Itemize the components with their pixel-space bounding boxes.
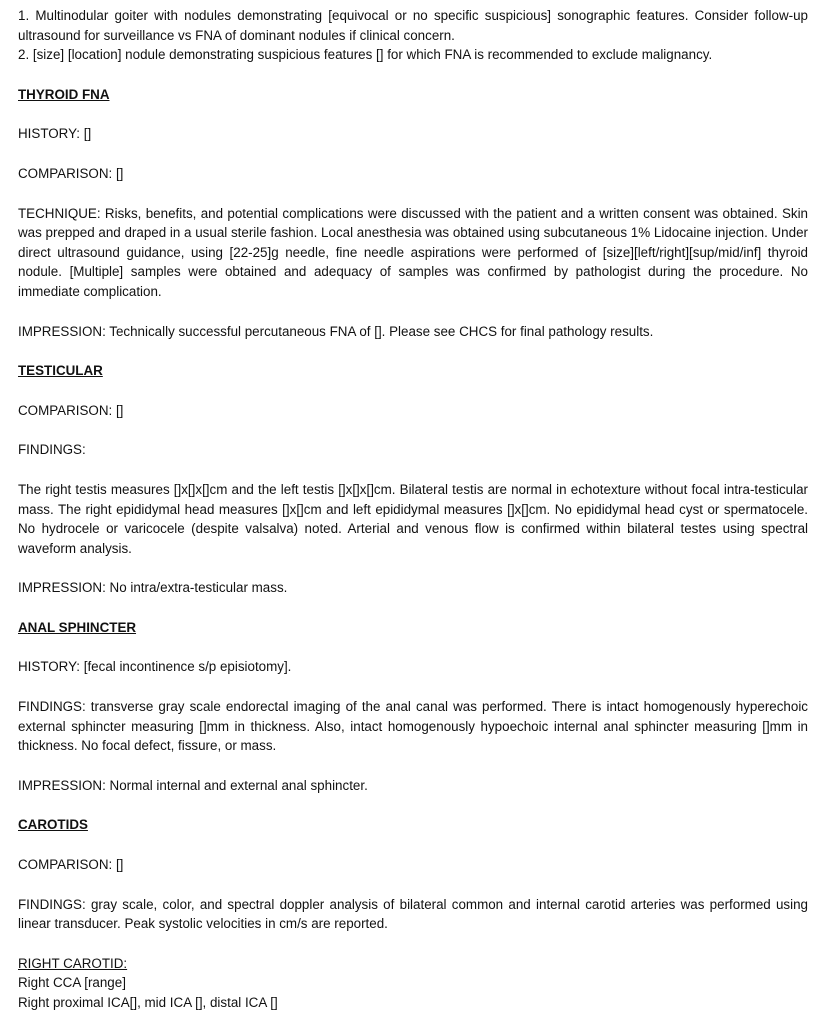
testicular-comparison: COMPARISON: [] xyxy=(18,402,124,418)
testicular-impression: IMPRESSION: No intra/extra-testicular mass. xyxy=(18,580,288,596)
section-heading-testicular: TESTICULAR xyxy=(18,363,103,379)
section-heading-thyroid-fna: THYROID FNA xyxy=(18,86,110,102)
thyroid-technique: TECHNIQUE: Risks, benefits, and potential complications were discussed with the patient and a written consent was obtained. Skin was prepped and draped in a usual sterile fashion. Local anesthesia was obtained using subcutaneous 1% Lidocaine injection. Under direct ultrasound guidance, using [22-25]g needle, fine needle aspirations were performed of [size][left/right][sup/mid/inf] thyroid nodule. [Multiple] samples were obtained and adequacy of samples was confirmed by pathologist during the procedure. No immediate complication. xyxy=(18,205,808,299)
thyroid-history: HISTORY: [] xyxy=(18,126,92,142)
carotids-findings: FINDINGS: gray scale, color, and spectral doppler analysis of bilateral common and internal carotid arteries was performed using linear transducer. Peak systolic velocities in cm/s are reported. xyxy=(18,896,808,932)
testicular-findings: The right testis measures []x[]x[]cm and the left testis []x[]x[]cm. Bilateral testis are normal in echotexture without focal intra-testicular mass. The right epididymal head measures []x[]cm and left epididymal measures []x[]cm. No epididymal head cyst or spermatocele. No hydrocele or varicocele (despite valsalva) noted. Arterial and venous flow is confirmed within bilateral testes using spectral waveform analysis. xyxy=(18,481,808,556)
anal-sphincter-impression: IMPRESSION: Normal internal and external anal sphincter. xyxy=(18,777,368,793)
thyroid-comparison: COMPARISON: [] xyxy=(18,165,124,181)
carotids-comparison: COMPARISON: [] xyxy=(18,857,124,873)
section-heading-anal-sphincter: ANAL SPHINCTER xyxy=(18,619,137,635)
thyroid-impression: IMPRESSION: Technically successful percutaneous FNA of []. Please see CHCS for final pathology results. xyxy=(18,323,654,339)
section-heading-carotids: CAROTIDS xyxy=(18,817,88,833)
impression-item-2: 2. [size] [location] nodule demonstrating suspicious features [] for which FNA is recommended to exclude malignancy. xyxy=(18,47,713,63)
impression-item-1: 1. Multinodular goiter with nodules demonstrating [equivocal or no specific suspicious] sonographic features. Consider follow-up ultrasound for surveillance vs FNA of dominant nodules if clinical concern. xyxy=(18,8,808,43)
right-ica-line: Right proximal ICA[], mid ICA [], distal ICA [] xyxy=(18,995,278,1010)
subheading-right-carotid: RIGHT CAROTID: xyxy=(18,955,128,971)
right-cca-line: Right CCA [range] xyxy=(18,975,126,991)
anal-sphincter-history: HISTORY: [fecal incontinence s/p episiotomy]. xyxy=(18,659,292,675)
anal-sphincter-findings: FINDINGS: transverse gray scale endorectal imaging of the anal canal was performed. There is intact homogenously hyperechoic external sphincter measuring []mm in thickness. Also, intact homogenously hypoechoic internal anal sphincter measuring []mm in thickness. No focal defect, fissure, or mass. xyxy=(18,699,808,754)
testicular-findings-label: FINDINGS: xyxy=(18,442,86,458)
